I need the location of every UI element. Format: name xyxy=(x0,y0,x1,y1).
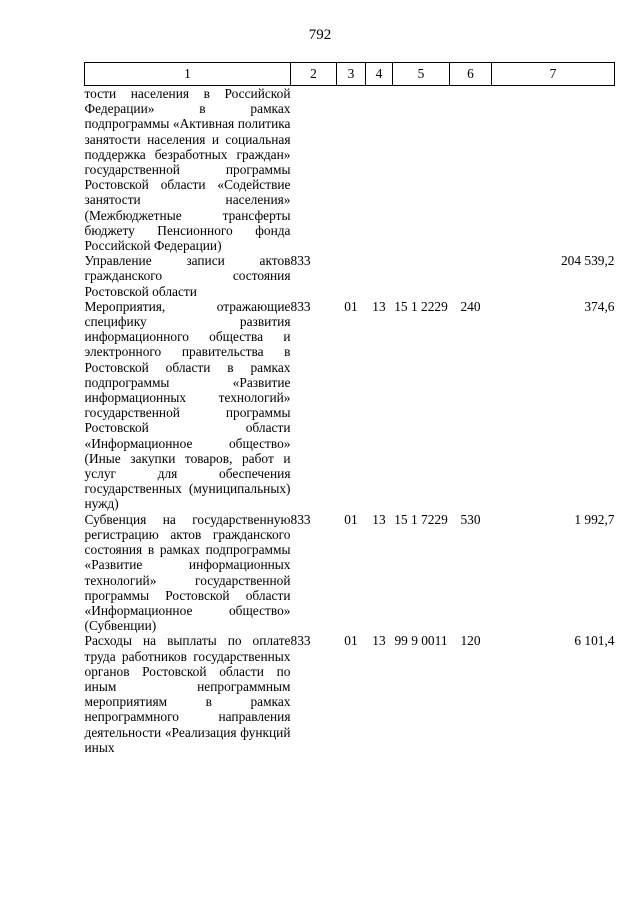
row-description: Расходы на выплаты по оплате труда работников государственных органов Ростовской области по иным непрограммным мероприятиям в рамках непрограммного направления деятельности «Реализация функций иных xyxy=(84,633,291,755)
row-amount: 374,6 xyxy=(584,298,615,314)
row-expense-type-code: 120 xyxy=(460,633,481,649)
row-target-code: 15 1 7229 xyxy=(394,511,448,527)
column-header-1: 1 xyxy=(85,63,291,86)
row-amount: 204 539,2 xyxy=(560,253,615,269)
row-description: Управление записи актов гражданского состояния Ростовской области xyxy=(84,253,291,299)
row-amount: 1 992,7 xyxy=(574,511,615,527)
row-description: Мероприятия, отражающие специфику развития информационного общества и электронного правительства в Ростовской области в рамках подпрограммы «Развитие информационных технологий» государственной программы Ростовской области «Информационное общество» (Иные закупки товаров, работ и услуг для обеспечения государственных (муниципальных) нужд) xyxy=(84,298,291,512)
row-subsection-code xyxy=(366,86,393,254)
column-header-5: 5 xyxy=(393,63,450,86)
row-amount: 6 101,4 xyxy=(574,633,615,649)
page-number: 792 xyxy=(308,27,332,43)
row-target-code: 99 9 0011 xyxy=(394,633,448,649)
row-admin-code: 833 xyxy=(290,633,311,649)
column-header-6: 6 xyxy=(450,63,492,86)
row-expense-type-code: 240 xyxy=(460,298,481,314)
row-description: Субвенция на государственную регистрацию актов гражданского состояния в рамках подпрограммы «Развитие информационных технологий» государственной программы Ростовской области «Информационное общество» (Субвенции) xyxy=(84,511,291,634)
row-admin-code: 833 xyxy=(290,298,311,314)
row-section-code xyxy=(337,86,366,254)
row-subsection-code: 13 xyxy=(372,298,386,314)
row-subsection-code: 13 xyxy=(372,633,386,649)
row-expense-type-code xyxy=(450,86,492,254)
row-target-code xyxy=(393,86,450,254)
row-subsection-code: 13 xyxy=(372,511,386,527)
row-description: тости населения в Российской Федерации» в рамках подпрограммы «Активная политика занятости населения и социальная поддержка безработных граждан» государственной программы Ростовской области «Содействие занятости населения» (Межбюджетные трансферты бюджету Пенсионного фонда Российской Федерации) xyxy=(84,86,291,254)
row-admin-code xyxy=(291,86,337,254)
table-row xyxy=(85,253,615,299)
row-admin-code: 833 xyxy=(290,511,311,527)
column-header-7: 7 xyxy=(492,63,615,86)
row-target-code: 15 1 2229 xyxy=(394,298,448,314)
column-header-4: 4 xyxy=(366,63,393,86)
row-amount xyxy=(492,86,615,254)
row-section-code xyxy=(337,253,366,299)
row-expense-type-code: 530 xyxy=(460,511,481,527)
table-row xyxy=(85,633,615,755)
row-section-code: 01 xyxy=(344,511,358,527)
table-header-row xyxy=(85,63,615,86)
row-admin-code: 833 xyxy=(290,253,311,269)
row-section-code: 01 xyxy=(344,298,358,314)
table-row xyxy=(85,299,615,512)
budget-table xyxy=(84,62,615,755)
table-row xyxy=(85,512,615,634)
column-header-2: 2 xyxy=(291,63,337,86)
column-header-3: 3 xyxy=(337,63,366,86)
row-subsection-code xyxy=(366,253,393,299)
row-section-code: 01 xyxy=(344,633,358,649)
table-row xyxy=(85,86,615,254)
row-target-code xyxy=(393,253,450,299)
row-expense-type-code xyxy=(450,253,492,299)
